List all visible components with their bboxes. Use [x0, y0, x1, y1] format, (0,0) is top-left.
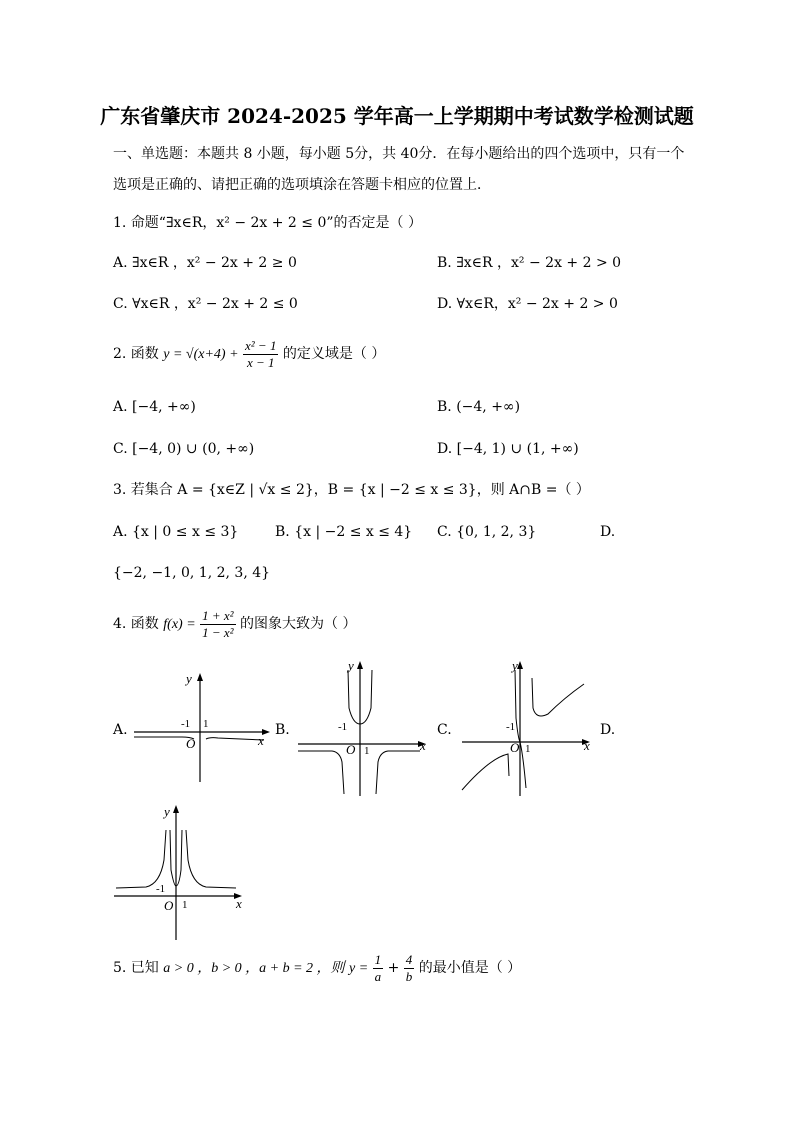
graph-a-1-label: 1 — [203, 718, 209, 730]
q1-option-c: C. ∀x∈R ，x² − 2x + 2 ≤ 0 — [113, 296, 298, 312]
graph-c-origin-label: O — [510, 740, 520, 755]
q1-option-d: D. ∀x∈R，x² − 2x + 2 > 0 — [437, 296, 618, 312]
q5-frac1-den: a — [374, 968, 382, 984]
q4-graph-d — [112, 800, 252, 942]
section-instructions-line2: 选项是正确的、请把正确的选项填涂在答题卡相应的位置上． — [113, 177, 491, 193]
q2-option-a: A. [−4, +∞) — [113, 399, 196, 415]
graph-b-neg1-label: -1 — [338, 721, 348, 733]
q2-frac-num: x² − 1 — [245, 337, 277, 353]
q5-frac1-num: 1 — [374, 951, 382, 967]
q5-frac2-num: 4 — [405, 951, 413, 967]
graph-a-origin-label: O — [186, 736, 196, 751]
graph-b-1-label: 1 — [364, 745, 370, 757]
q2-lhs: y = √(x+4) + — [163, 347, 239, 362]
q4-option-d-label: D. — [600, 722, 616, 738]
graph-c-neg1-label: -1 — [506, 721, 516, 733]
q5-stem — [113, 950, 521, 987]
q3-option-a: A. {x | 0 ≤ x ≤ 3} — [113, 524, 239, 540]
q3-option-d-label: D. — [600, 524, 616, 540]
q2-option-d: D. [−4, 1) ∪ (1, +∞) — [437, 441, 579, 457]
graph-c-1-label: 1 — [525, 743, 531, 755]
graph-c-y-label: y — [512, 658, 518, 673]
graph-d-x-label: x — [236, 896, 242, 911]
q4-option-c-label: C. — [437, 722, 452, 738]
q1-option-a: A. ∃x∈R ，x² − 2x + 2 ≥ 0 — [113, 255, 297, 271]
q4-graph-a — [130, 670, 280, 785]
q4-frac-num: 1 + x² — [202, 607, 234, 623]
q4-option-b-label: B. — [275, 722, 290, 738]
graph-b-x-label: x — [420, 738, 426, 753]
q4-suffix: 的图象大致为（ ） — [240, 616, 357, 632]
q4-lhs: f(x) = — [163, 617, 196, 632]
q5-lhs: y = — [349, 961, 369, 976]
graph-c-x-label: x — [584, 738, 590, 753]
q3-option-c: C. {0, 1, 2, 3} — [437, 524, 537, 540]
graph-b-y-label: y — [348, 658, 354, 673]
q4-prefix: 4. 函数 — [113, 616, 159, 632]
q5-prefix: 5. 已知 — [113, 960, 159, 976]
graph-d-neg1-label: -1 — [156, 883, 166, 895]
q3-stem: 3. 若集合 A = {x∈Z | √x ≤ 2}，B = {x | −2 ≤ x ≤ 3}，则 A∩B =（ ） — [113, 482, 590, 498]
q2-fraction — [243, 338, 278, 371]
graph-b-origin-label: O — [346, 742, 356, 757]
q5-fraction-2 — [404, 952, 415, 985]
q3-option-d: {−2, −1, 0, 1, 2, 3, 4} — [113, 565, 271, 581]
graph-d-origin-label: O — [164, 898, 174, 913]
q5-conditions: a > 0 ，b > 0 ，a + b = 2 ，则 — [163, 961, 345, 976]
q2-stem — [113, 336, 385, 373]
q4-graph-b — [296, 658, 436, 798]
q4-fraction — [200, 608, 235, 641]
graph-d-1-label: 1 — [182, 899, 188, 911]
page-title: 广东省肇庆市 2024-2025 学年高一上学期期中考试数学检测试题 — [100, 104, 694, 128]
q4-stem — [113, 606, 356, 643]
q5-fraction-1 — [373, 952, 384, 985]
q1-option-b: B. ∃x∈R ，x² − 2x + 2 > 0 — [437, 255, 622, 271]
q2-prefix: 2. 函数 — [113, 346, 159, 362]
graph-a-y-label: y — [186, 671, 192, 686]
q2-suffix: 的定义域是（ ） — [282, 346, 386, 362]
q2-frac-den: x − 1 — [246, 354, 275, 370]
graph-a-x-label: x — [258, 733, 264, 748]
q5-frac2-den: b — [405, 968, 413, 984]
graph-a-neg1-label: -1 — [181, 718, 191, 730]
q4-graph-c — [460, 658, 600, 798]
q4-frac-den: 1 − x² — [202, 624, 234, 640]
graph-d-y-label: y — [164, 804, 170, 819]
q5-plus: + — [387, 960, 400, 976]
q2-option-b: B. (−4, +∞) — [437, 399, 521, 415]
section-instructions-line1: 一、单选题：本题共 8 小题，每小题 5分，共 40分．在每小题给出的四个选项中，只有一个 — [113, 146, 685, 162]
q3-option-b: B. {x | −2 ≤ x ≤ 4} — [275, 524, 413, 540]
q2-option-c: C. [−4, 0) ∪ (0, +∞) — [113, 441, 255, 457]
q1-stem: 1. 命题“∃x∈R，x² − 2x + 2 ≤ 0”的否定是（ ） — [113, 215, 422, 231]
q4-option-a-label: A. — [113, 722, 128, 738]
q5-suffix: 的最小值是（ ） — [418, 960, 522, 976]
